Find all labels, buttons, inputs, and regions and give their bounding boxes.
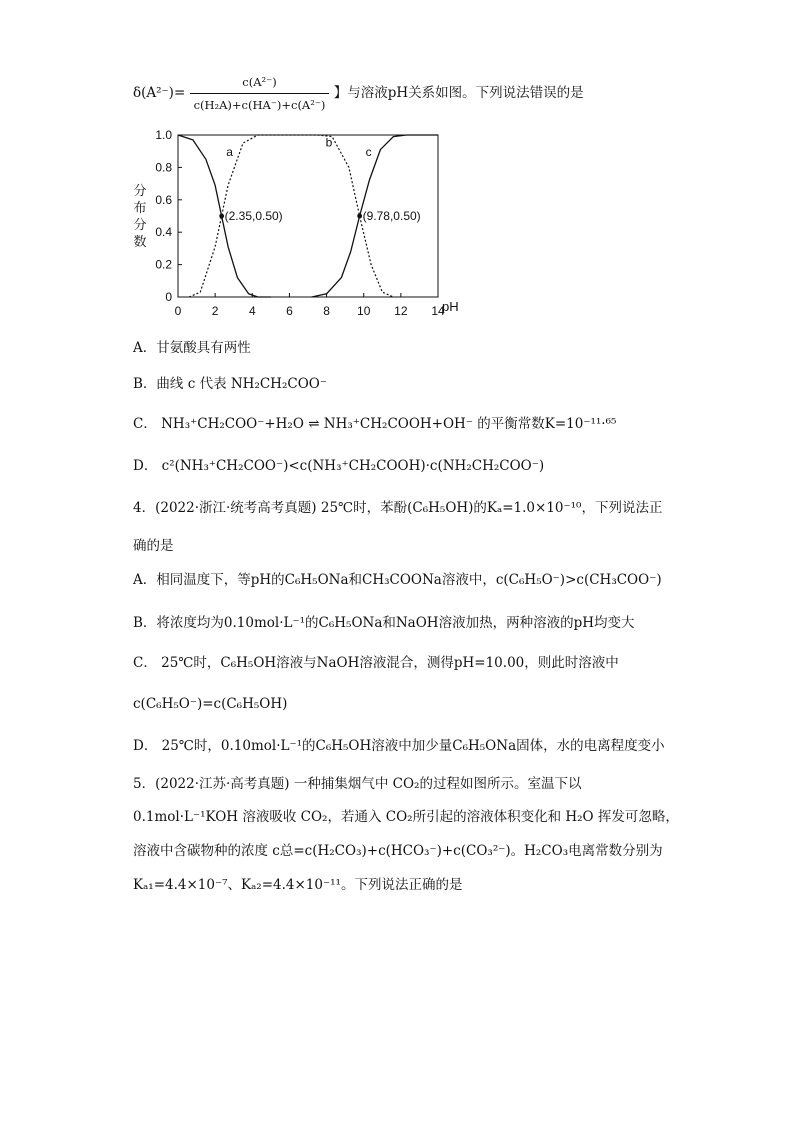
fraction-denominator: c(H₂A)+c(HA⁻)+c(A²⁻): [193, 98, 326, 112]
x-tick-label: 12: [394, 304, 408, 318]
x-axis-label: pH: [442, 299, 459, 314]
y-tick-label: 0.4: [155, 225, 172, 240]
point-label: (9.78,0.50): [362, 209, 421, 223]
q4-stem-line2: 确的是: [133, 538, 174, 554]
y-tick-label: 0.2: [155, 257, 172, 272]
series-label-c: c: [365, 145, 372, 160]
y-tick-label: 0: [165, 290, 172, 304]
q4-option-c-line1: C． 25℃时，C₆H₅OH溶液与NaOH溶液混合，测得pH=10.00，则此时溶液中: [133, 655, 619, 671]
delta-fraction: [190, 72, 330, 115]
intersection-point: [357, 214, 362, 219]
y-tick-label: 1.0: [155, 128, 172, 142]
q3-option-d: D． c²(NH₃⁺CH₂COO⁻)<c(NH₃⁺CH₂COOH)·c(NH₂CH₂COO⁻): [133, 458, 545, 474]
q4-option-c-line2: c(C₆H₅O⁻)=c(C₆H₅OH): [133, 696, 288, 712]
intro-tail: 】与溶液pH关系如图。下列说法错误的是: [333, 85, 584, 101]
q4-option-d: D． 25℃时，0.10mol·L⁻¹的C₆H₅OH溶液中加少量C₆H₅ONa固体，水的电离程度变小: [133, 738, 665, 754]
y-tick-label: 0.6: [155, 192, 172, 207]
q3-option-c: C． NH₃⁺CH₂COO⁻+H₂O ⇌ NH₃⁺CH₂COOH+OH⁻ 的平衡常数K=10⁻¹¹·⁶⁵: [133, 416, 617, 432]
q5-stem-line1: 5．(2022·江苏·高考真题) 一种捕集烟气中 CO₂的过程如图所示。室温下以: [133, 776, 582, 792]
y-axis-label-char: 布: [133, 200, 147, 215]
y-axis-label-char: 分: [133, 217, 147, 232]
q5-stem-line2: 0.1mol·L⁻¹KOH 溶液吸收 CO₂，若通入 CO₂所引起的溶液体积变化和 H₂O 挥发可忽略，: [133, 809, 679, 825]
y-axis-label-char: 数: [133, 234, 147, 249]
y-tick-label: 0.8: [155, 160, 172, 175]
q3-option-b: B．曲线 c 代表 NH₂CH₂COO⁻: [133, 376, 327, 392]
x-tick-label: 6: [286, 304, 293, 318]
series-label-b: b: [325, 135, 333, 150]
x-tick-label: 4: [248, 304, 256, 318]
delta-lhs: δ(A²⁻)=: [133, 85, 186, 101]
x-tick-label: 8: [323, 304, 330, 318]
fraction-numerator: c(A²⁻): [190, 72, 330, 94]
q5-stem-line3: 溶液中含碳物种的浓度 c总=c(H₂CO₃)+c(HCO₃⁻)+c(CO₃²⁻)。H₂CO₃电离常数分别为: [133, 843, 663, 859]
q4-option-a: A．相同温度下，等pH的C₆H₅ONa和CH₃COONa溶液中，c(C₆H₅O⁻)>c(CH₃COO⁻): [133, 572, 662, 588]
x-tick-label: 14: [431, 304, 445, 318]
point-label: (2.35,0.50): [224, 209, 283, 223]
q4-option-b: B．将浓度均为0.10mol·L⁻¹的C₆H₅ONa和NaOH溶液加热，两种溶液的pH均变大: [133, 615, 635, 631]
x-tick-label: 2: [211, 304, 219, 318]
q4-stem-line1: 4．(2022·浙江·统考高考真题) 25℃时，苯酚(C₆H₅OH)的Kₐ=1.0×10⁻¹⁰，下列说法正: [133, 500, 663, 516]
q5-stem-line4: Kₐ₁=4.4×10⁻⁷、Kₐ₂=4.4×10⁻¹¹。下列说法正确的是: [133, 877, 463, 893]
series-label-a: a: [226, 145, 233, 160]
x-tick-label: 10: [357, 304, 371, 318]
intersection-point: [219, 214, 224, 219]
distribution-chart: [130, 125, 459, 325]
intro-line: [133, 72, 584, 115]
x-tick-label: 0: [174, 304, 182, 318]
q3-option-a: A．甘氨酸具有两性: [133, 340, 251, 356]
y-axis-label-char: 分: [133, 183, 147, 198]
